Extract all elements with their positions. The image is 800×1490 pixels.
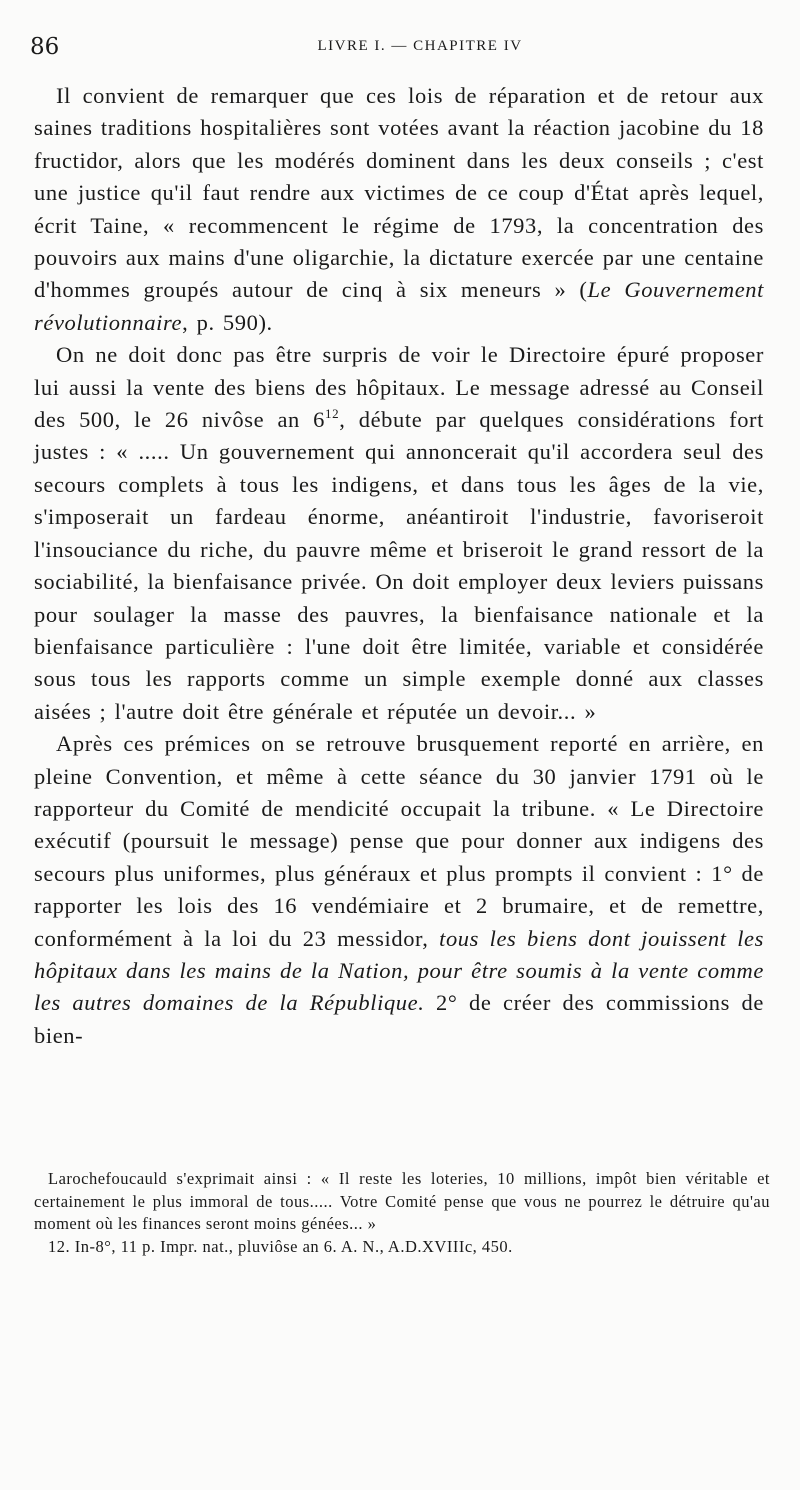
text-segment: tous les biens dont jouissent les hôpitaux dans les mains de la Nation, pour être soumis à la vente comme les autres domaines de la République. <box>34 925 764 1016</box>
text-segment: , p. 590). <box>182 309 273 335</box>
running-head: LIVRE I. — CHAPITRE IV <box>317 38 523 54</box>
text-segment: , débute par quelques considérations fort justes : « ..... Un gouvernement qui annoncerait qu'il accordera seul des secours complets à tous les indigens, et dans tous les âges de la vie, s'imposerait un fardeau énorme, anéantiroit l'industrie, favoriseroit l'insouciance du riche, du pauvre même et briseroit le grand ressort de la sociabilité, la bienfaisance privée. On doit employer deux leviers puissans pour soulager la masse des pauvres, la bienfaisance nationale et la bienfaisance particulière : l'une doit être limitée, variable et considérée sous tous les rapports comme un simple exemple donné aux classes aisées ; l'autre doit être générale et réputée un devoir... » <box>34 407 764 724</box>
page-number: 86 <box>30 34 60 60</box>
text-segment: 2° de créer des commissions de bien- <box>34 990 764 1048</box>
footnote-fn-12: 12. In-8°, 11 p. Impr. nat., pluviôse an 6. A. N., A.D.XVIIIc, 450. <box>48 1236 513 1256</box>
page-header <box>30 34 770 64</box>
paragraph-2 <box>34 339 764 728</box>
paragraph-1 <box>34 80 764 339</box>
body-text <box>34 80 764 1052</box>
footnote-fn-cont: Larochefoucauld s'exprimait ainsi : « Il reste les loteries, 10 millions, impôt bien véritable et certainement le plus immoral de tous..... Votre Comité pense que vous ne pourrez le détruire qu'au moment où les finances seront moins génées... » <box>34 1169 770 1233</box>
text-segment: On ne doit donc pas être surpris de voir le Directoire épuré proposer lui aussi la vente des biens des hôpitaux. Le message adressé au Conseil des 500, le 26 nivôse an 6 <box>34 342 764 433</box>
footnote-ref: 12 <box>325 406 340 422</box>
footnotes <box>34 1168 770 1258</box>
text-segment: Après ces prémices on se retrouve brusquement reporté en arrière, en pleine Convention, et même à cette séance du 30 janvier 1791 où le rapporteur du Comité de mendicité occupait la tribune. « Le Directoire exécutif (poursuit le message) pense que pour donner aux indigens des secours plus uniformes, plus généraux et plus prompts il convient : 1° de rapporter les lois des 16 vendémiaire et 2 brumaire, et de remettre, conformément à la loi du 23 messidor, <box>34 731 764 951</box>
text-segment: Le Gouvernement révolutionnaire <box>34 277 765 335</box>
paragraph-3 <box>34 728 764 1052</box>
text-segment: Il convient de remarquer que ces lois de réparation et de retour aux saines traditions hospitalières sont votées avant la réaction jacobine du 18 fructidor, alors que les modérés dominent dans les deux conseils ; c'est une justice qu'il faut rendre aux victimes de ce coup d'État après lequel, écrit Taine, « recommencent le régime de 1793, la concentration des pouvoirs aux mains d'une oligarchie, la dictature exercée par une centaine d'hommes groupés autour de cinq à six meneurs » ( <box>34 83 764 303</box>
